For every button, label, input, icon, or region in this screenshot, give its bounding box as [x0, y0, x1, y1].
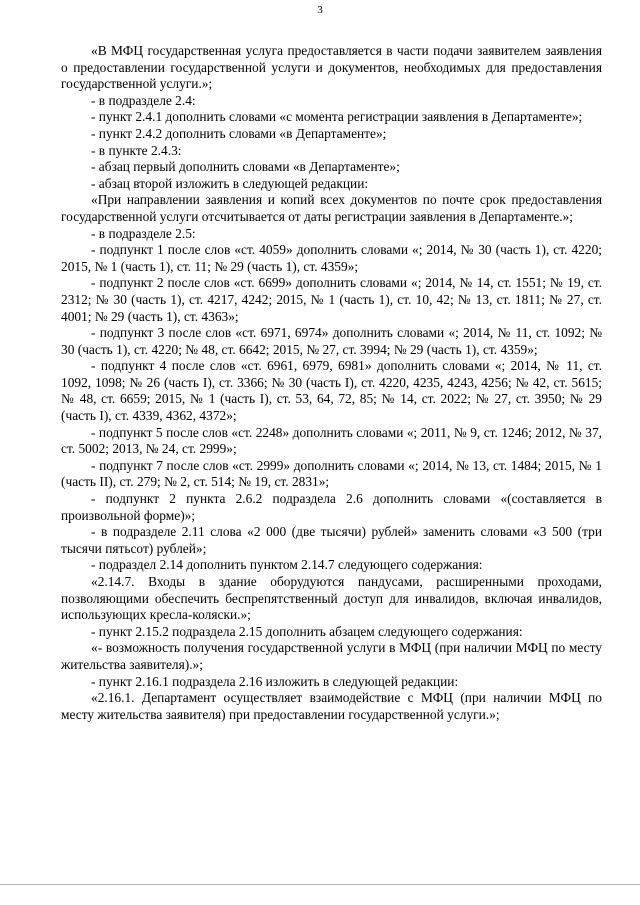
- paragraph: - подпункт 2 после слов «ст. 6699» дополнить словами «; 2014, № 14, ст. 1551; № 19, ст. 2312; № 30 (часть 1), ст. 4217, 4242; 2015, № 1 (часть 1), ст. 10, 42; № 13, ст. 1811; № 27, ст. 4001; № 29 (часть 1), ст. 4363»;: [61, 275, 602, 324]
- paragraph: - подпункт 2 пункта 2.6.2 подраздела 2.6 дополнить словами «(составляется в произвольной форме)»;: [61, 491, 602, 523]
- paragraph: - подпункт 7 после слов «ст. 2999» дополнить словами «; 2014, № 13, ст. 1484; 2015, № 1 (часть II), ст. 279; № 2, ст. 514; № 19, ст. 2831»;: [61, 457, 602, 490]
- paragraph: «В МФЦ государственная услуга предоставляется в части подачи заявителем заявления о предоставлении государственной услуги и документов, необходимых для предоставления государственной услуги.»;: [61, 43, 602, 92]
- paragraph: «2.14.7. Входы в здание оборудуются пандусами, расширенными проходами, позволяющими обеспечить беспрепятственный доступ для инвалидов, включая инвалидов, использующих кресла-коляски.»;: [61, 574, 602, 623]
- paragraph: - подраздел 2.14 дополнить пунктом 2.14.7 следующего содержания:: [91, 557, 483, 573]
- paragraph: - подпункт 4 после слов «ст. 6961, 6979, 6981» дополнить словами «; 2014, № 11, ст. 1092, 1098; № 26 (часть I), ст. 3366; № 30 (часть I), ст. 4220, 4235, 4243, 4256; № 42, ст. 5615; № 48, ст. 6659; 2015, № 1 (часть I), ст. 53, 64, 72, 85; № 14, ст. 2022; № 27, ст. 3950; № 29 (часть I), ст. 4339, 4362, 4372»;: [61, 358, 602, 424]
- paragraph: - в подразделе 2.5:: [91, 225, 196, 241]
- paragraph: «При направлении заявления и копий всех документов по почте срок предоставления государственной услуги отсчитывается от даты регистрации заявления в Департаменте.»;: [61, 192, 602, 224]
- page-number: 3: [317, 4, 323, 16]
- page-bottom-rule: [0, 884, 640, 885]
- paragraph: - пункт 2.4.2 дополнить словами «в Департаменте»;: [91, 125, 387, 141]
- paragraph: - пункт 2.4.1 дополнить словами «с момента регистрации заявления в Департаменте»;: [91, 109, 583, 125]
- paragraph: - в подразделе 2.4:: [91, 92, 196, 108]
- paragraph: «- возможность получения государственной услуги в МФЦ (при наличии МФЦ по месту жительства заявителя).»;: [61, 640, 602, 672]
- document-body: [61, 43, 602, 723]
- paragraph: - в пункте 2.4.3:: [91, 142, 182, 158]
- paragraph: - в подразделе 2.11 слова «2 000 (две тысячи) рублей» заменить словами «3 500 (три тысячи пятьсот) рублей»;: [61, 524, 602, 556]
- paragraph: - абзац второй изложить в следующей редакции:: [91, 175, 369, 191]
- paragraph: - пункт 2.15.2 подраздела 2.15 дополнить абзацем следующего содержания:: [91, 623, 523, 639]
- paragraph: - подпункт 1 после слов «ст. 4059» дополнить словами «; 2014, № 30 (часть 1), ст. 4220; 2015, № 1 (часть 1), ст. 11; № 29 (часть 1), ст. 4359»;: [61, 242, 602, 274]
- paragraph: - подпункт 3 после слов «ст. 6971, 6974» дополнить словами «; 2014, № 11, ст. 1092; № 30 (часть 1), ст. 4220; № 48, ст. 6642; 2015, № 27, ст. 3994; № 29 (часть 1), ст. 4359»;: [61, 325, 602, 357]
- paragraph: - подпункт 5 после слов «ст. 2248» дополнить словами «; 2011, № 9, ст. 1246; 2012, № 37, ст. 5002; 2013, № 24, ст. 2999»;: [61, 424, 602, 457]
- paragraph: «2.16.1. Департамент осуществляет взаимодействие с МФЦ (при наличии МФЦ по месту жительства заявителя) при предоставлении государственной услуги.»;: [61, 690, 602, 722]
- paragraph: - абзац первый дополнить словами «в Департаменте»;: [91, 159, 400, 175]
- paragraph: - пункт 2.16.1 подраздела 2.16 изложить в следующей редакции:: [91, 673, 459, 689]
